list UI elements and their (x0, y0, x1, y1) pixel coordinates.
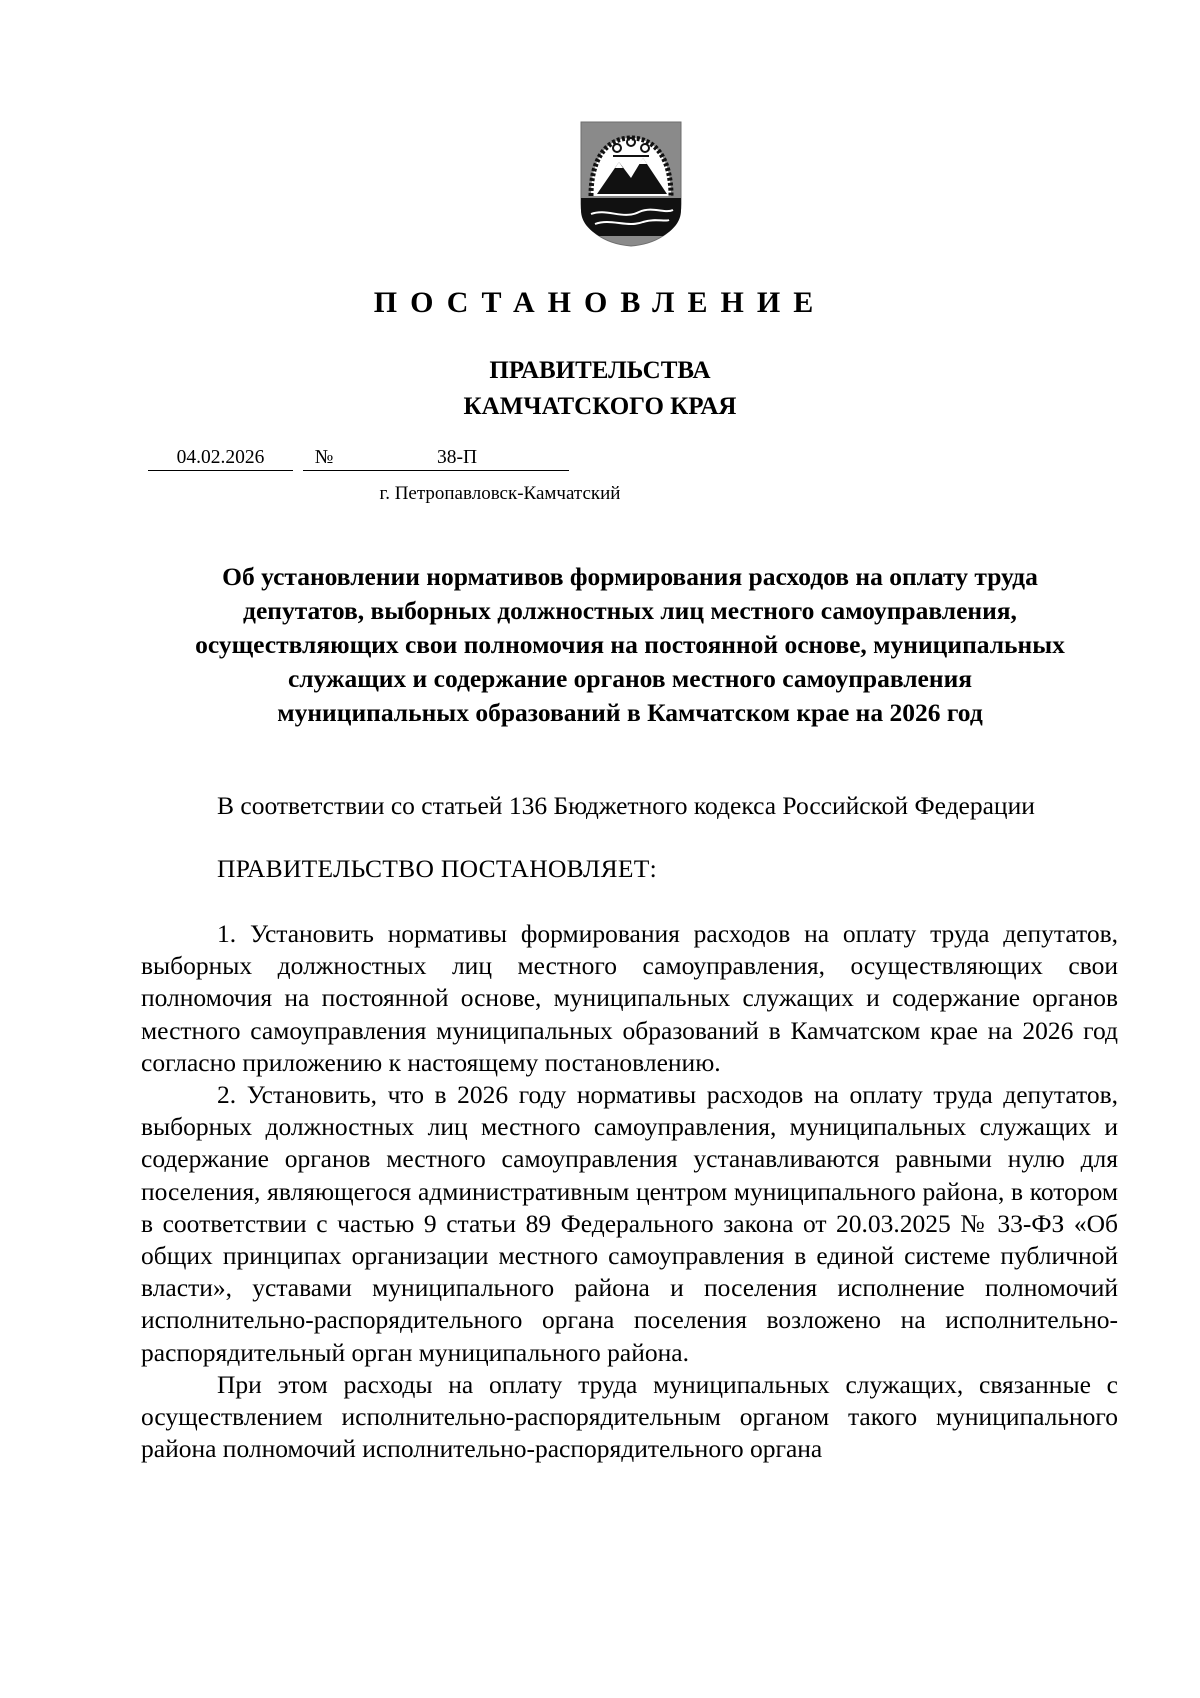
subject-line: осуществляющих свои полномочия на постоянной основе, муниципальных (195, 630, 1065, 659)
coat-of-arms-icon (577, 118, 685, 248)
org-line: ПРАВИТЕЛЬСТВА (489, 357, 711, 384)
paragraph: 2. Установить, что в 2026 году нормативы расходов на оплату труда депутатов, выборных должностных лиц местного самоуправления, муниципальных служащих и содержание органов местного самоуправления устанавливаются равными нулю для поселения, являющегося административным центром муниципального района, в котором в соответствии с частью 9 статьи 89 Федерального закона от 20.03.2025 № 33-ФЗ «Об общих принципах организации местного самоуправления в единой системе публичной власти», уставами муниципального района и поселения исполнение полномочий исполнительно-распорядительного органа поселения возложено на исполнительно-распорядительный орган муниципального района. (141, 1080, 1118, 1367)
preamble: В соответствии со статьей 136 Бюджетного кодекса Российской Федерации (217, 791, 1035, 820)
issuing-organization (0, 353, 1200, 425)
decree-clause: ПРАВИТЕЛЬСТВО ПОСТАНОВЛЯЕТ: (217, 854, 658, 883)
document-body (141, 918, 1118, 1465)
number-sign: № (303, 446, 345, 471)
document-date: 04.02.2026 (148, 446, 293, 471)
subject-line: муниципальных образований в Камчатском крае на 2026 год (277, 698, 983, 727)
subject-line: Об установлении нормативов формирования расходов на оплату труда (222, 562, 1038, 591)
document-city: г. Петропавловск-Камчатский (379, 483, 621, 504)
org-line: КАМЧАТСКОГО КРАЯ (463, 393, 737, 420)
paragraph: При этом расходы на оплату труда муниципальных служащих, связанные с осуществлением исполнительно-распорядительным органом такого муниципального района полномочий исполнительно-распорядительного органа (141, 1369, 1118, 1464)
document-subject (140, 560, 1120, 730)
document-number: 38-П (345, 446, 569, 471)
document-type: ПОСТАНОВЛЕНИЕ (373, 286, 827, 319)
subject-line: служащих и содержание органов местного самоуправления (287, 664, 973, 693)
subject-line: депутатов, выборных должностных лиц местного самоуправления, (243, 596, 1017, 625)
paragraph: 1. Установить нормативы формирования расходов на оплату труда депутатов, выборных должностных лиц местного самоуправления, осуществляющих свои полномочия на постоянной основе, муниципальных служащих и содержание органов местного самоуправления муниципальных образований в Камчатском крае на 2026 год согласно приложению к настоящему постановлению. (141, 919, 1118, 1077)
